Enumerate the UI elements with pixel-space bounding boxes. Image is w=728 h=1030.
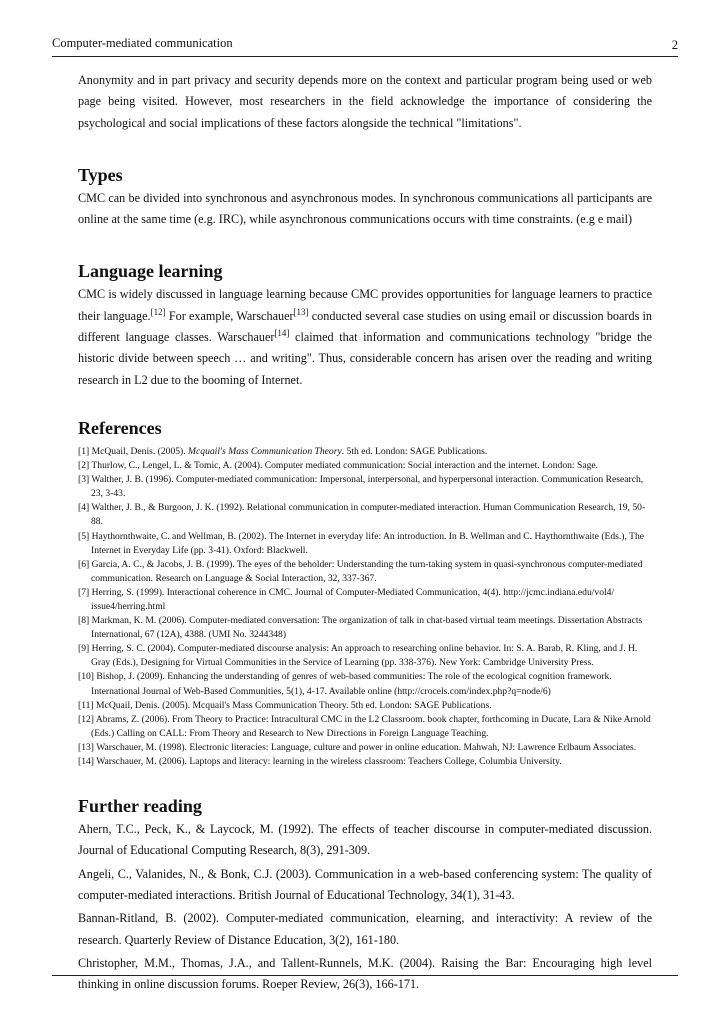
reference-item: [11] McQuail, Denis. (2005). Mcquail's Mass Communication Theory. 5th ed. London: SAGE Publications. (78, 699, 492, 711)
page-content (78, 70, 652, 998)
reference-item: [14] Warschauer, M. (2006). Laptops and literacy: learning in the wireless classroom: Teachers College, Columbia University. (78, 756, 562, 768)
reference-item: [6] Garcia, A. C., & Jacobs, J. B. (1999). The eyes of the beholder: Understanding the turn-taking system in quasi-synchronous computer-mediated communication. Research on Language & Social Interaction, 32, 337-367. (78, 558, 643, 584)
ll-text-3: conducted several case studies on using email or discussion boards in different language classes. Warschauer (78, 308, 653, 345)
language-learning-heading: Language learning (78, 261, 223, 282)
reference-item: [10] Bishop, J. (2009). Enhancing the understanding of genres of web-based communities: The role of the ecological cognition framework. International Journal of Web-Based Communities, 5(1), 4-17. Available online (http://crocels.com/index.php?q=node/6) (78, 671, 612, 697)
ll-text-1: CMC is widely discussed in language learning because CMC provides opportunities for language learners to practice their language. (78, 287, 652, 323)
further-reading-heading: Further reading (78, 796, 202, 817)
reference-item: [2] Thurlow, C., Lengel, L. & Tomic, A. (2004). Computer mediated communication: Social interaction and the internet. London: Sage. (78, 460, 599, 472)
citation-14: [14] (274, 328, 290, 339)
reference-item: [13] Warschauer, M. (1998). Electronic literacies: Language, culture and power in online education. Mahwah, NJ: Lawrence Erlbaum Associates. (78, 741, 637, 753)
further-reading-item: Ahern, T.C., Peck, K., & Laycock, M. (1992). The effects of teacher discourse in computer-mediated discussion. Journal of Educational Computing Research, 8(3), 291-309. (78, 822, 652, 858)
reference-item: [12] Abrams, Z. (2006). From Theory to Practice: Intracultural CMC in the L2 Classroom. book chapter, forthcoming in Ducate, Lara & Nike Arnold (Eds.) Calling on CALL: From Theory and Research to New Directions in Foreign Language Teaching. (78, 713, 651, 739)
footer-divider (52, 975, 678, 976)
further-reading-item: Angeli, C., Valanides, N., & Bonk, C.J. (2003). Communication in a web-based conferencing system: The quality of computer-mediated interactions. British Journal of Educational Technology, 34(1), 31-43. (78, 866, 652, 903)
reference-item: [4] Walther, J. B., & Burgoon, J. K. (1992). Relational communication in computer-mediated interaction. Human Communication Research, 19, 50-88. (78, 502, 646, 528)
page-header (52, 36, 678, 57)
reference-item: [8] Markman, K. M. (2006). Computer-mediated conversation: The organization of talk in chat-based virtual team meetings. Dissertation Abstracts International, 67 (12A), 4388. (UMI No. 3244348) (78, 615, 643, 641)
language-learning-paragraph (78, 284, 652, 390)
page-number: 2 (671, 38, 678, 52)
running-title: Computer-mediated communication (52, 36, 233, 50)
further-reading-item: Bannan-Ritland, B. (2002). Computer-mediated communication, elearning, and interactivity: A review of the research. Quarterly Review of Distance Education, 3(2), 161-180. (78, 911, 652, 947)
types-heading: Types (78, 164, 123, 185)
ll-text-4: claimed that information and communications technology "bridge the historic divide between speech … and writing". Thus, considerable concern has arisen over the reading and writing research in L2 due to the booming of Internet. (78, 330, 652, 387)
further-reading-item: Christopher, M.M., Thomas, J.A., and Tallent-Runnels, M.K. (2004). Raising the Bar: Encouraging high level thinking in online discussion forums. Roeper Review, 26(3), 166-171. (78, 955, 652, 992)
reference-item: [3] Walther, J. B. (1996). Computer-mediated communication: Impersonal, interpersonal, and hyperpersonal interaction. Communication Research, 23, 3-43. (78, 474, 644, 500)
ll-text-2: For example, Warschauer (165, 308, 294, 323)
references-list (78, 445, 652, 769)
reference-item: [1] McQuail, Denis. (2005). Mcquail's Mass Communication Theory. 5th ed. London: SAGE Publications. (78, 445, 488, 457)
types-paragraph: CMC can be divided into synchronous and asynchronous modes. In synchronous communications all participants are online at the same time (e.g. IRC), while asynchronous communications occurs with time constraints. (e.g e mail) (78, 190, 652, 227)
book-title: Mcquail's Mass Communication Theory (188, 445, 342, 457)
reference-item: [5] Haythornthwaite, C. and Wellman, B. (2002). The Internet in everyday life: An introduction. In B. Wellman and C. Haythornthwaite (Eds.), The Internet in Everyday Life (pp. 3-41). Oxford: Blackwell. (78, 530, 645, 556)
reference-item: [9] Herring, S. C. (2004). Computer-mediated discourse analysis: An approach to researching online behavior. In: S. A. Barab, R. Kling, and J. H. Gray (Eds.), Designing for Virtual Communities in the Service of Learning (pp. 338-376). New York: Cambridge University Press. (78, 643, 638, 669)
citation-13: [13] (293, 306, 309, 317)
intro-paragraph: Anonymity and in part privacy and security depends more on the context and particular program being used or web page being visited. However, most researchers in the field acknowledge the importance of considering the psychological and social implications of these factors alongside the technical "limitations". (78, 73, 652, 130)
citation-12: [12] (150, 306, 166, 317)
reference-item: [7] Herring, S. (1999). Interactional coherence in CMC. Journal of Computer-Mediated Communication, 4(4). http://jcmc.indiana.edu/vol4/ issue4/herring.html (78, 586, 615, 612)
references-heading: References (78, 417, 162, 438)
